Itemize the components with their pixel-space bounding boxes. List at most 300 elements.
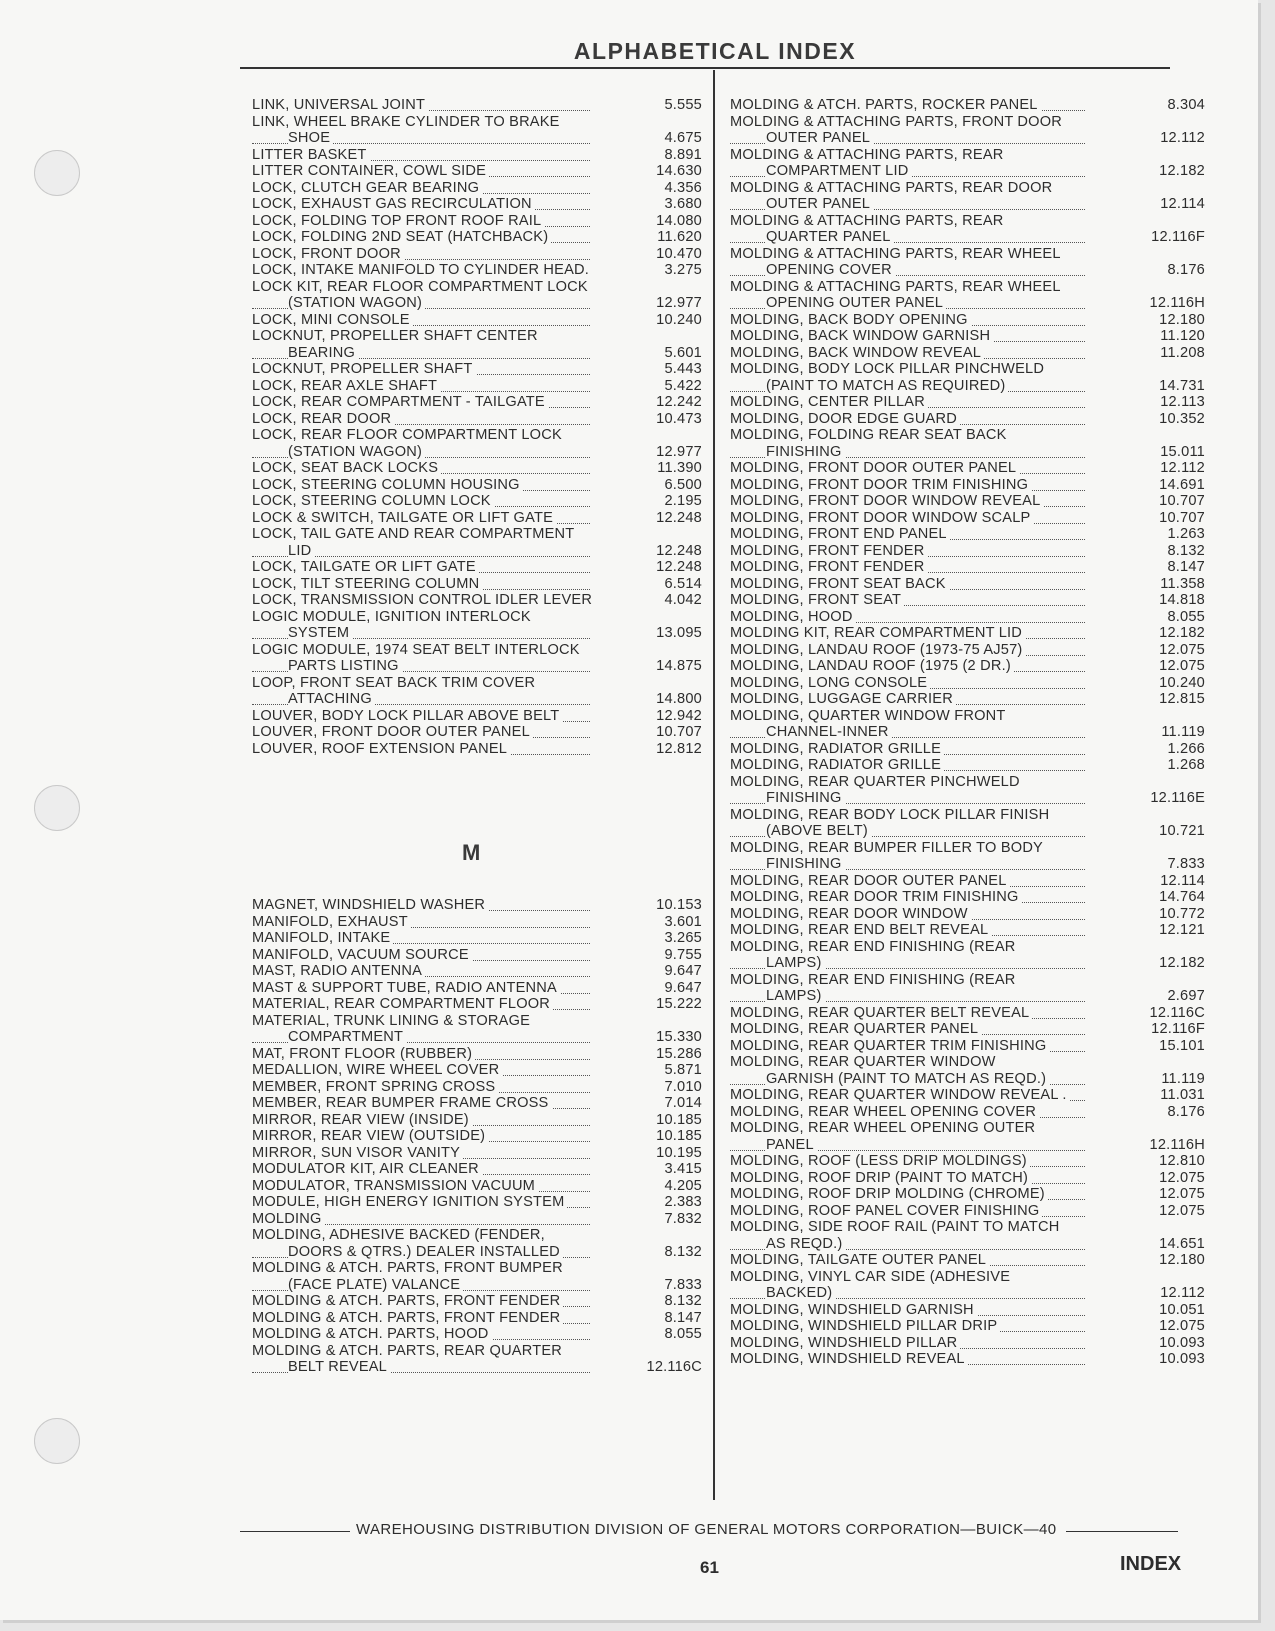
index-entry: [252, 229, 702, 246]
entry-reference: 14.630: [656, 163, 702, 179]
entry-text: MOLDING, ROOF (LESS DRIP MOLDINGS): [730, 1153, 1030, 1170]
index-entry: [730, 493, 1205, 510]
index-entry: [252, 1112, 702, 1129]
index-entry: [252, 394, 702, 411]
index-entry: [730, 757, 1205, 774]
entry-reference: 12.075: [1159, 641, 1205, 658]
entry-reference: 7.832: [664, 1210, 702, 1227]
entry-reference: 5.422: [664, 377, 702, 394]
entry-reference: 12.112: [1160, 1285, 1205, 1301]
column-divider: [713, 70, 715, 1500]
index-entry: [730, 625, 1205, 642]
index-entry: [252, 493, 702, 510]
entry-text: MOLDING, LUGGAGE CARRIER: [730, 691, 956, 708]
index-entry: [730, 1186, 1205, 1203]
entry-text: MOLDING, REAR WHEEL OPENING COVER: [730, 1104, 1039, 1121]
entry-text: FINISHING: [766, 444, 845, 461]
entry-text: (STATION WAGON): [288, 444, 425, 461]
entry-text: LAMPS): [766, 988, 825, 1005]
index-entry: [252, 724, 702, 741]
entry-reference: 5.443: [664, 361, 702, 377]
entry-text: COMPARTMENT: [288, 1029, 406, 1046]
entry-text: LOCK, REAR COMPARTMENT - TAILGATE: [252, 394, 548, 411]
index-entry: [730, 576, 1205, 593]
entry-text: PANEL: [766, 1137, 817, 1154]
index-entry: [730, 97, 1205, 114]
entry-text: OUTER PANEL: [766, 196, 873, 213]
entry-text: MAT, FRONT FLOOR (RUBBER): [252, 1046, 475, 1063]
entry-reference: 10.153: [656, 897, 702, 913]
index-entry: [252, 1145, 702, 1162]
entry-reference: 12.075: [1159, 1318, 1205, 1334]
entry-reference: 11.208: [1160, 344, 1205, 361]
index-entry: [730, 873, 1205, 890]
entry-text: LOCKNUT, PROPELLER SHAFT: [252, 361, 476, 378]
index-entry: [730, 708, 1205, 741]
entry-reference: 8.132: [1167, 542, 1205, 559]
index-entry: [252, 460, 702, 477]
entry-text: LOCK, TILT STEERING COLUMN: [252, 576, 482, 593]
index-entry: [252, 1095, 702, 1112]
entry-reference: 10.240: [1159, 674, 1205, 691]
entry-reference: 15.286: [656, 1045, 702, 1062]
entry-text: MOLDING & ATCH. PARTS, FRONT FENDER: [252, 1310, 563, 1327]
entry-reference: 12.248: [656, 542, 702, 559]
entry-text: MOLDING, REAR WHEEL OPENING OUTER: [730, 1120, 1038, 1137]
entry-text: MANIFOLD, VACUUM SOURCE: [252, 947, 472, 964]
entry-reference: 10.093: [1159, 1351, 1205, 1367]
entry-reference: 8.055: [1167, 608, 1205, 625]
page-title: ALPHABETICAL INDEX: [573, 38, 857, 64]
entry-text: OUTER PANEL: [766, 130, 873, 147]
entry-text: LOCK, FOLDING 2ND SEAT (HATCHBACK): [252, 229, 551, 246]
index-entry: [730, 1252, 1205, 1269]
entry-reference: 10.721: [1159, 823, 1205, 839]
entry-reference: 2.383: [664, 1194, 702, 1210]
entry-reference: 12.116C: [646, 1359, 702, 1375]
entry-text: MEMBER, REAR BUMPER FRAME CROSS: [252, 1095, 552, 1112]
entry-reference: 4.205: [664, 1177, 702, 1194]
entry-text: (PAINT TO MATCH AS REQUIRED): [766, 378, 1008, 395]
index-entry: [252, 708, 702, 725]
entry-reference: 12.114: [1160, 872, 1205, 889]
entry-text: MOLDING, ROOF PANEL COVER FINISHING: [730, 1203, 1042, 1220]
entry-reference: 1.268: [1167, 757, 1205, 773]
index-entry: [730, 1038, 1205, 1055]
index-entry: [730, 1219, 1205, 1252]
entry-text: (ABOVE BELT): [766, 823, 871, 840]
entry-reference: 13.095: [656, 625, 702, 641]
index-entry: [730, 658, 1205, 675]
entry-text: LOUVER, BODY LOCK PILLAR ABOVE BELT: [252, 708, 562, 725]
entry-reference: 7.833: [664, 1276, 702, 1293]
entry-reference: 14.818: [1159, 592, 1205, 608]
entry-text: PARTS LISTING: [288, 658, 402, 675]
entry-reference: 11.620: [657, 229, 702, 245]
entry-text: MOLDING, WINDSHIELD PILLAR: [730, 1335, 960, 1352]
entry-reference: 1.266: [1167, 740, 1205, 757]
index-entry: [252, 1178, 702, 1195]
entry-reference: 4.675: [664, 130, 702, 146]
entry-reference: 14.080: [656, 212, 702, 229]
entry-reference: 12.116E: [1150, 790, 1205, 806]
entry-text: MANIFOLD, INTAKE: [252, 930, 393, 947]
index-entry: [252, 642, 702, 675]
index-entry: [730, 526, 1205, 543]
index-entry: [252, 1013, 702, 1046]
entry-text: MIRROR, SUN VISOR VANITY: [252, 1145, 463, 1162]
entry-text: MIRROR, REAR VIEW (INSIDE): [252, 1112, 472, 1129]
entry-text: QUARTER PANEL: [766, 229, 894, 246]
index-entry: [730, 1351, 1205, 1368]
index-entry: [730, 889, 1205, 906]
index-entry: [730, 427, 1205, 460]
entry-reference: 12.180: [1159, 311, 1205, 328]
index-entry: [252, 980, 702, 997]
entry-reference: 8.055: [664, 1326, 702, 1342]
entry-reference: 14.651: [1159, 1235, 1205, 1252]
entry-reference: 5.871: [664, 1062, 702, 1078]
entry-reference: 10.195: [656, 1144, 702, 1161]
index-entry: [730, 345, 1205, 362]
entry-reference: 10.352: [1159, 410, 1205, 427]
entry-reference: 2.195: [664, 493, 702, 509]
entry-text: LOCK, STEERING COLUMN HOUSING: [252, 477, 523, 494]
entry-reference: 8.132: [664, 1293, 702, 1309]
entry-reference: 3.680: [664, 196, 702, 212]
entry-text: MOLDING, FOLDING REAR SEAT BACK: [730, 427, 1010, 444]
entry-text: AS REQD.): [766, 1236, 845, 1253]
entry-text: MOLDING, REAR DOOR OUTER PANEL: [730, 873, 1010, 890]
index-entry: [252, 213, 702, 230]
index-entry: [252, 163, 702, 180]
entry-reference: 12.942: [656, 707, 702, 724]
entry-text: MOLDING, HOOD: [730, 609, 856, 626]
entry-text: LOGIC MODULE, 1974 SEAT BELT INTERLOCK: [252, 642, 583, 659]
entry-reference: 12.075: [1159, 1202, 1205, 1219]
entry-text: MOLDING, RADIATOR GRILLE: [730, 757, 944, 774]
entry-text: MOLDING, QUARTER WINDOW FRONT: [730, 708, 1009, 725]
index-entry: [252, 1343, 702, 1376]
index-entry: [252, 1046, 702, 1063]
entry-reference: 11.031: [1160, 1087, 1205, 1103]
index-entry: [730, 246, 1205, 279]
entry-text: MODULATOR, TRANSMISSION VACUUM: [252, 1178, 538, 1195]
entry-text: MOLDING & ATTACHING PARTS, REAR: [730, 213, 1007, 230]
entry-reference: 10.051: [1159, 1301, 1205, 1318]
entry-reference: 12.977: [656, 295, 702, 311]
entry-reference: 3.415: [664, 1161, 702, 1177]
index-entry: [730, 559, 1205, 576]
entry-text: MAGNET, WINDSHIELD WASHER: [252, 897, 488, 914]
index-entry: [730, 1302, 1205, 1319]
entry-text: MOLDING, REAR BODY LOCK PILLAR FINISH: [730, 807, 1052, 824]
entry-text: LOCK, SEAT BACK LOCKS: [252, 460, 441, 477]
entry-text: MOLDING & ATTACHING PARTS, REAR WHEEL: [730, 246, 1064, 263]
entry-text: LOGIC MODULE, IGNITION INTERLOCK: [252, 609, 534, 626]
entry-text: MATERIAL, TRUNK LINING & STORAGE: [252, 1013, 533, 1030]
entry-reference: 10.772: [1159, 905, 1205, 922]
index-entry: [730, 1005, 1205, 1022]
section-label: INDEX: [1120, 1553, 1182, 1575]
index-entry: [252, 180, 702, 197]
entry-text: LOUVER, FRONT DOOR OUTER PANEL: [252, 724, 533, 741]
index-entry: [252, 897, 702, 914]
index-entry: [252, 361, 702, 378]
entry-text: MOLDING, RADIATOR GRILLE: [730, 741, 944, 758]
index-entry: [252, 609, 702, 642]
index-entry: [730, 609, 1205, 626]
entry-reference: 10.185: [656, 1111, 702, 1128]
entry-reference: 12.112: [1160, 130, 1205, 146]
entry-text: MOLDING, BODY LOCK PILLAR PINCHWELD: [730, 361, 1047, 378]
entry-text: MOLDING, REAR QUARTER BELT REVEAL: [730, 1005, 1032, 1022]
entry-text: MATERIAL, REAR COMPARTMENT FLOOR: [252, 996, 553, 1013]
entry-text: MOLDING, REAR END BELT REVEAL: [730, 922, 991, 939]
entry-text: LINK, UNIVERSAL JOINT: [252, 97, 428, 114]
entry-reference: 7.010: [664, 1078, 702, 1095]
index-entry: [252, 1194, 702, 1211]
entry-text: LAMPS): [766, 955, 825, 972]
entry-reference: 12.116H: [1149, 1136, 1205, 1153]
entry-text: LOCKNUT, PROPELLER SHAFT CENTER: [252, 328, 541, 345]
footer-rule: [1066, 1531, 1178, 1532]
entry-reference: 1.263: [1167, 526, 1205, 542]
index-entry: [730, 1120, 1205, 1153]
entry-reference: 12.812: [656, 740, 702, 757]
entry-reference: 12.112: [1160, 460, 1205, 476]
entry-text: LOCK, REAR AXLE SHAFT: [252, 378, 440, 395]
entry-reference: 12.113: [1160, 394, 1205, 410]
entry-reference: 8.176: [1167, 1103, 1205, 1120]
entry-text: MOLDING, LONG CONSOLE: [730, 675, 930, 692]
index-entry: [252, 1161, 702, 1178]
index-entry: [730, 906, 1205, 923]
entry-text: MOLDING, FRONT END PANEL: [730, 526, 950, 543]
index-entry: [252, 427, 702, 460]
entry-text: MOLDING, WINDSHIELD PILLAR DRIP: [730, 1318, 1000, 1335]
footer-rule: [240, 1531, 350, 1532]
entry-text: LOUVER, ROOF EXTENSION PANEL: [252, 741, 510, 758]
entry-text: MOLDING, ROOF DRIP (PAINT TO MATCH): [730, 1170, 1031, 1187]
entry-text: MOLDING & ATTACHING PARTS, REAR WHEEL: [730, 279, 1064, 296]
title-rule: [240, 67, 1170, 69]
index-entry: [252, 378, 702, 395]
entry-text: BELT REVEAL: [288, 1359, 390, 1376]
index-entry: [252, 196, 702, 213]
index-entry: [730, 807, 1205, 840]
index-entry: [730, 1153, 1205, 1170]
entry-reference: 9.647: [664, 979, 702, 996]
entry-text: LOCK KIT, REAR FLOOR COMPARTMENT LOCK: [252, 279, 591, 296]
entry-reference: 15.222: [656, 996, 702, 1012]
entry-reference: 12.116H: [1149, 295, 1205, 311]
index-entry: [730, 460, 1205, 477]
index-entry: [730, 279, 1205, 312]
entry-reference: 11.120: [1160, 328, 1205, 344]
entry-text: (FACE PLATE) VALANCE: [288, 1277, 463, 1294]
entry-text: MODULATOR KIT, AIR CLEANER: [252, 1161, 482, 1178]
entry-text: LOCK, FRONT DOOR: [252, 246, 404, 263]
index-entry: [730, 840, 1205, 873]
index-entry: [730, 741, 1205, 758]
entry-reference: 14.731: [1159, 377, 1205, 394]
index-entry: [730, 642, 1205, 659]
entry-text: LOCK & SWITCH, TAILGATE OR LIFT GATE: [252, 510, 556, 527]
entry-text: CHANNEL-INNER: [766, 724, 892, 741]
left-column-m-entries: [252, 897, 702, 1376]
index-entry: [730, 1104, 1205, 1121]
entry-text: MAST, RADIO ANTENNA: [252, 963, 425, 980]
index-entry: [730, 774, 1205, 807]
index-entry: [730, 312, 1205, 329]
index-entry: [252, 526, 702, 559]
entry-reference: 9.647: [664, 963, 702, 979]
entry-text: MOLDING & ATCH. PARTS, FRONT FENDER: [252, 1293, 563, 1310]
entry-text: OPENING OUTER PANEL: [766, 295, 946, 312]
index-entry: [730, 592, 1205, 609]
entry-text: MOLDING, WINDSHIELD GARNISH: [730, 1302, 977, 1319]
index-entry: [252, 741, 702, 758]
entry-text: MAST & SUPPORT TUBE, RADIO ANTENNA: [252, 980, 560, 997]
entry-text: DOORS & QTRS.) DEALER INSTALLED: [288, 1244, 563, 1261]
binder-hole: [34, 150, 80, 196]
index-entry: [252, 1326, 702, 1343]
index-entry: [730, 180, 1205, 213]
index-entry: [252, 592, 702, 609]
index-entry: [252, 262, 702, 279]
entry-reference: 10.707: [656, 724, 702, 740]
entry-reference: 12.248: [656, 509, 702, 526]
entry-reference: 12.182: [1159, 955, 1205, 971]
index-entry: [730, 1021, 1205, 1038]
index-entry: [730, 328, 1205, 345]
entry-reference: 4.356: [664, 179, 702, 196]
entry-reference: 7.833: [1167, 856, 1205, 872]
entry-text: (STATION WAGON): [288, 295, 425, 312]
page-number: 61: [700, 1558, 719, 1577]
entry-reference: 4.042: [664, 592, 702, 608]
entry-text: MOLDING, REAR DOOR WINDOW: [730, 906, 971, 923]
index-entry: [730, 1087, 1205, 1104]
index-entry: [730, 939, 1205, 972]
entry-text: MOLDING: [252, 1211, 325, 1228]
entry-reference: 11.390: [657, 460, 702, 476]
entry-text: LOCK, TRANSMISSION CONTROL IDLER LEVER: [252, 592, 595, 609]
entry-text: MIRROR, REAR VIEW (OUTSIDE): [252, 1128, 488, 1145]
entry-reference: 12.180: [1159, 1252, 1205, 1268]
entry-text: MOLDING, VINYL CAR SIDE (ADHESIVE: [730, 1269, 1013, 1286]
entry-text: MOLDING & ATTACHING PARTS, REAR DOOR: [730, 180, 1055, 197]
entry-text: LID: [288, 543, 314, 560]
entry-text: MOLDING, REAR END FINISHING (REAR: [730, 939, 1019, 956]
index-entry: [252, 510, 702, 527]
entry-text: MOLDING, FRONT DOOR OUTER PANEL: [730, 460, 1019, 477]
entry-text: MOLDING, REAR BUMPER FILLER TO BODY: [730, 840, 1046, 857]
entry-reference: 12.075: [1159, 658, 1205, 674]
index-entry: [252, 675, 702, 708]
index-entry: [730, 675, 1205, 692]
index-entry: [252, 930, 702, 947]
index-entry: [730, 114, 1205, 147]
entry-text: MANIFOLD, EXHAUST: [252, 914, 411, 931]
entry-text: LOCK, REAR FLOOR COMPARTMENT LOCK: [252, 427, 565, 444]
entry-text: MOLDING & ATCH. PARTS, REAR QUARTER: [252, 1343, 565, 1360]
index-entry: [252, 312, 702, 329]
index-entry: [730, 691, 1205, 708]
index-entry: [252, 947, 702, 964]
entry-text: LITTER CONTAINER, COWL SIDE: [252, 163, 489, 180]
entry-text: FINISHING: [766, 856, 845, 873]
entry-reference: 8.304: [1167, 97, 1205, 113]
entry-text: LINK, WHEEL BRAKE CYLINDER TO BRAKE: [252, 114, 563, 131]
entry-reference: 8.132: [664, 1243, 702, 1260]
index-entry: [252, 147, 702, 164]
entry-text: COMPARTMENT LID: [766, 163, 911, 180]
entry-text: MOLDING, ROOF DRIP MOLDING (CHROME): [730, 1186, 1048, 1203]
index-entry: [252, 914, 702, 931]
entry-text: MOLDING, FRONT FENDER: [730, 543, 927, 560]
entry-reference: 12.242: [656, 394, 702, 410]
entry-text: MODULE, HIGH ENERGY IGNITION SYSTEM: [252, 1194, 567, 1211]
entry-reference: 12.815: [1159, 691, 1205, 707]
entry-reference: 12.182: [1159, 625, 1205, 641]
index-entry: [252, 1128, 702, 1145]
entry-reference: 8.176: [1167, 262, 1205, 278]
entry-text: MOLDING, FRONT DOOR WINDOW SCALP: [730, 510, 1033, 527]
entry-reference: 12.075: [1159, 1186, 1205, 1202]
entry-reference: 3.601: [664, 913, 702, 930]
entry-text: MOLDING, TAILGATE OUTER PANEL: [730, 1252, 989, 1269]
right-column-entries: [730, 97, 1205, 1368]
entry-reference: 11.119: [1161, 1070, 1205, 1087]
entry-reference: 3.265: [664, 930, 702, 946]
entry-text: MOLDING, LANDAU ROOF (1975 (2 DR.): [730, 658, 1014, 675]
entry-text: OPENING COVER: [766, 262, 895, 279]
entry-text: MOLDING, BACK WINDOW REVEAL: [730, 345, 984, 362]
index-entry: [730, 394, 1205, 411]
index-entry: [252, 1293, 702, 1310]
index-entry: [252, 477, 702, 494]
entry-text: MEMBER, FRONT SPRING CROSS: [252, 1079, 498, 1096]
index-entry: [252, 963, 702, 980]
entry-reference: 9.755: [664, 946, 702, 963]
index-entry: [730, 1269, 1205, 1302]
entry-text: LOCK, CLUTCH GEAR BEARING: [252, 180, 482, 197]
index-entry: [730, 1203, 1205, 1220]
entry-reference: 5.555: [664, 97, 702, 113]
index-entry: [252, 1310, 702, 1327]
entry-reference: 10.473: [656, 410, 702, 427]
entry-text: BEARING: [288, 345, 358, 362]
entry-reference: 12.114: [1160, 196, 1205, 212]
entry-text: LOCK, TAIL GATE AND REAR COMPARTMENT: [252, 526, 577, 543]
index-entry: [730, 922, 1205, 939]
left-column-l-entries: [252, 97, 702, 757]
entry-text: MOLDING, REAR QUARTER WINDOW REVEAL .: [730, 1087, 1070, 1104]
entry-text: MOLDING & ATCH. PARTS, ROCKER PANEL: [730, 97, 1041, 114]
entry-reference: 12.116C: [1149, 1004, 1205, 1021]
entry-text: MOLDING & ATTACHING PARTS, REAR: [730, 147, 1007, 164]
entry-text: MOLDING, SIDE ROOF RAIL (PAINT TO MATCH: [730, 1219, 1062, 1236]
binder-hole: [34, 785, 80, 831]
entry-reference: 11.358: [1160, 575, 1205, 592]
entry-reference: 12.182: [1159, 163, 1205, 179]
entry-text: BACKED): [766, 1285, 835, 1302]
entry-text: MOLDING, DOOR EDGE GUARD: [730, 411, 960, 428]
entry-reference: 15.101: [1159, 1037, 1205, 1054]
entry-reference: 3.275: [664, 262, 702, 278]
